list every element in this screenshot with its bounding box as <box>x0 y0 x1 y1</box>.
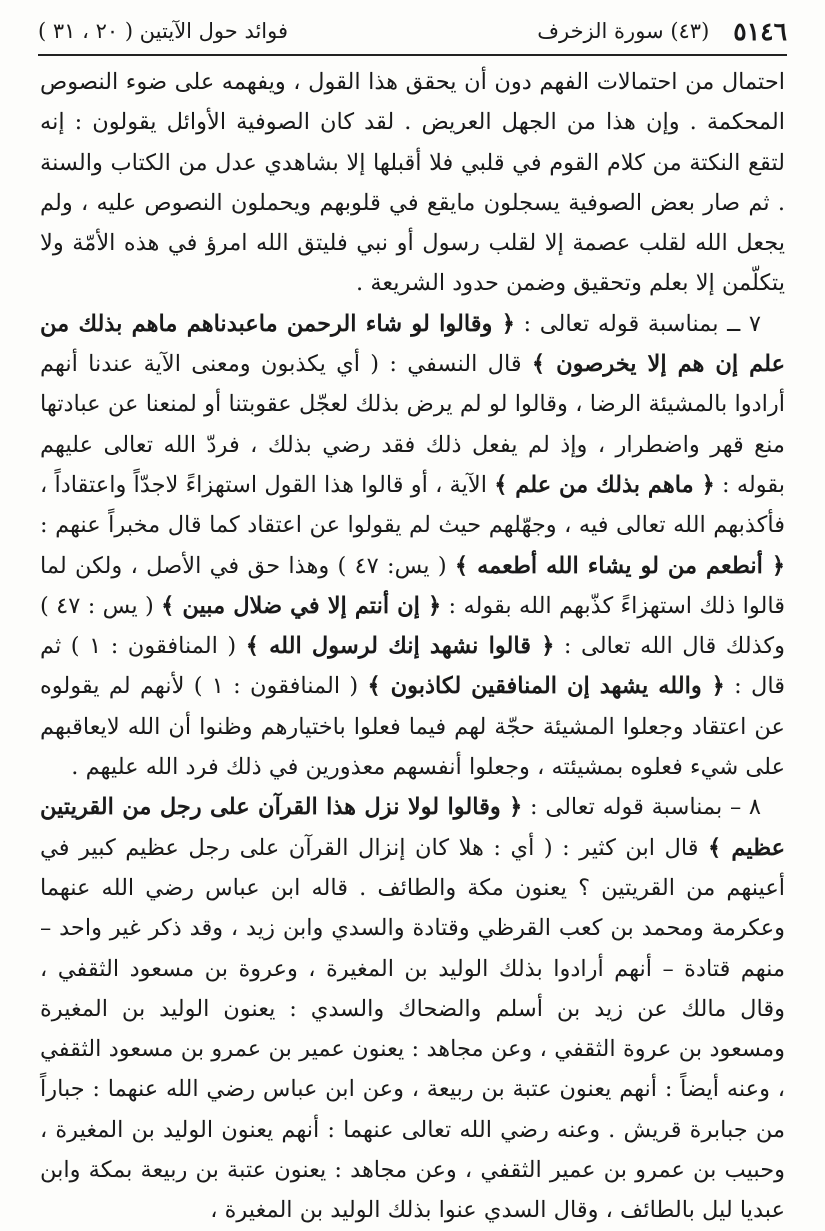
verse-quote: ﴿ وقالوا لولا نزل هذا القرآن على رجل من القريتين عظيم ﴾ <box>40 794 785 861</box>
header-rule <box>38 54 787 56</box>
paragraph-3 <box>40 787 785 1230</box>
body-text: قال النسفي : ( أي يكذبون ومعنى الآية عندنا أنهم أرادوا بالمشيئة الرضا ، وقالوا لو لم يرض بذلك لعجّل عقوبتنا أو لمنعنا عن عبادتها منع قهر واضطرار ، وإذ لم يفعل ذلك فقد رضي بذلك ، فردّ الله تعالى عليهم بقوله : <box>40 351 786 498</box>
body-text: ٨ – بمناسبة قوله تعالى : <box>522 794 761 821</box>
verse-quote: ﴿ أنطعم من لو يشاء الله أطعمه ﴾ <box>454 552 786 579</box>
section-title: فوائد حول الآيتين ( ٢٠ ، ٣١ ) <box>38 19 289 43</box>
paragraph-2 <box>40 304 785 788</box>
verse-quote: ﴿ إن أنتم إلا في ضلال مبين ﴾ <box>161 592 442 619</box>
body-text: ( المنافقون : ١ ) ثم قال : <box>40 633 785 700</box>
body-text: ( يس : ٤٧ ) وكذلك قال الله تعالى : <box>40 592 785 660</box>
page-number: ٥١٤٦ <box>733 16 787 46</box>
page-header <box>38 14 787 48</box>
paragraph-1 <box>40 62 785 304</box>
body-text: الآية ، أو قالوا هذا القول استهزاءً لاجدّاً واعتقاداً ، فأكذبهم الله تعالى فيه ، وجهّلهم حيث لم يقولوا عن اعتقاد كما قال مخبراً عنهم : <box>40 471 785 539</box>
verse-quote: ﴿ وقالوا لو شاء الرحمن ماعبدناهم ماهم بذلك من علم إن هم إلا يخرصون ﴾ <box>40 310 785 378</box>
body-text: ٧ ــ بمناسبة قوله تعالى : <box>514 310 761 337</box>
body-text: ( يس: ٤٧ ) وهذا حق في الأصل ، ولكن لما قالوا ذلك استهزاءً كذّبهم الله بقوله : <box>40 552 785 619</box>
body-text: احتمال من احتمالات الفهم دون أن يحقق هذا القول ، ويفهمه على ضوء النصوص المحكمة . وإن هذا من الجهل العريض . لقد كان الصوفية الأوائل يقولون : إنه لتقع النكتة من كلام القوم في قلبي فلا أقبلها إلا بشاهدي عدل من الكتاب والسنة . ثم صار بعض الصوفية يسجلون مايقع في قلوبهم ويحملون النصوص عليه ، ولم يجعل الله لقلب عصمة إلا لقلب رسول أو نبي فليتق الله امرؤ في هذه الأمّة ولا يتكلّمن إلا بعلم وتحقيق وضمن حدود الشريعة . <box>40 69 785 297</box>
body-text: ( المنافقون : ١ ) لأنهم لم يقولوه عن اعتقاد وجعلوا المشيئة حجّة لهم فيما فعلوا باختيارهم وظنوا أن الله لايعاقبهم على شيء فعلوه بمشيئته ، وجعلوا أنفسهم معذورين في ذلك فرد الله عليهم . <box>40 673 785 781</box>
body-text: قال ابن كثير : ( أي : هلا كان إنزال القرآن على رجل عظيم كبير في أعينهم من القريتين ؟ يعنون مكة والطائف . قاله ابن عباس رضي الله عنهما وعكرمة ومحمد بن كعب القرظي وقتادة والسدي وابن زيد ، وقد ذكر غير واحد – منهم قتادة – أنهم أرادوا بذلك الوليد بن المغيرة ، وعروة بن مسعود الثقفي ، وقال مالك عن زيد بن أسلم والضحاك والسدي : يعنون الوليد بن المغيرة ومسعود بن عروة الثقفي ، وعن مجاهد : يعنون عمير بن عمرو بن مسعود الثقفي ، وعنه أيضاً : أنهم يعنون عتبة بن ربيعة ، وعن ابن عباس رضي الله عنهما : جباراً من جبابرة قريش . وعنه رضي الله تعالى عنهما : أنهم يعنون الوليد بن المغيرة ، وحبيب بن عمرو بن عمير الثقفي ، وعن مجاهد : يعنون عتبة بن ربيعة بمكة وابن عبديا ليل بالطائف ، وقال السدي عنوا بذلك الوليد بن المغيرة ، <box>40 834 785 1224</box>
verse-quote: ﴿ ماهم بذلك من علم ﴾ <box>494 471 715 498</box>
verse-quote: ﴿ والله يشهد إن المنافقين لكاذبون ﴾ <box>367 673 725 700</box>
page-body <box>40 62 786 1224</box>
surah-title: (٤٣) سورة الزخرف <box>537 19 710 43</box>
verse-quote: ﴿ قالوا نشهد إنك لرسول الله ﴾ <box>245 633 555 660</box>
